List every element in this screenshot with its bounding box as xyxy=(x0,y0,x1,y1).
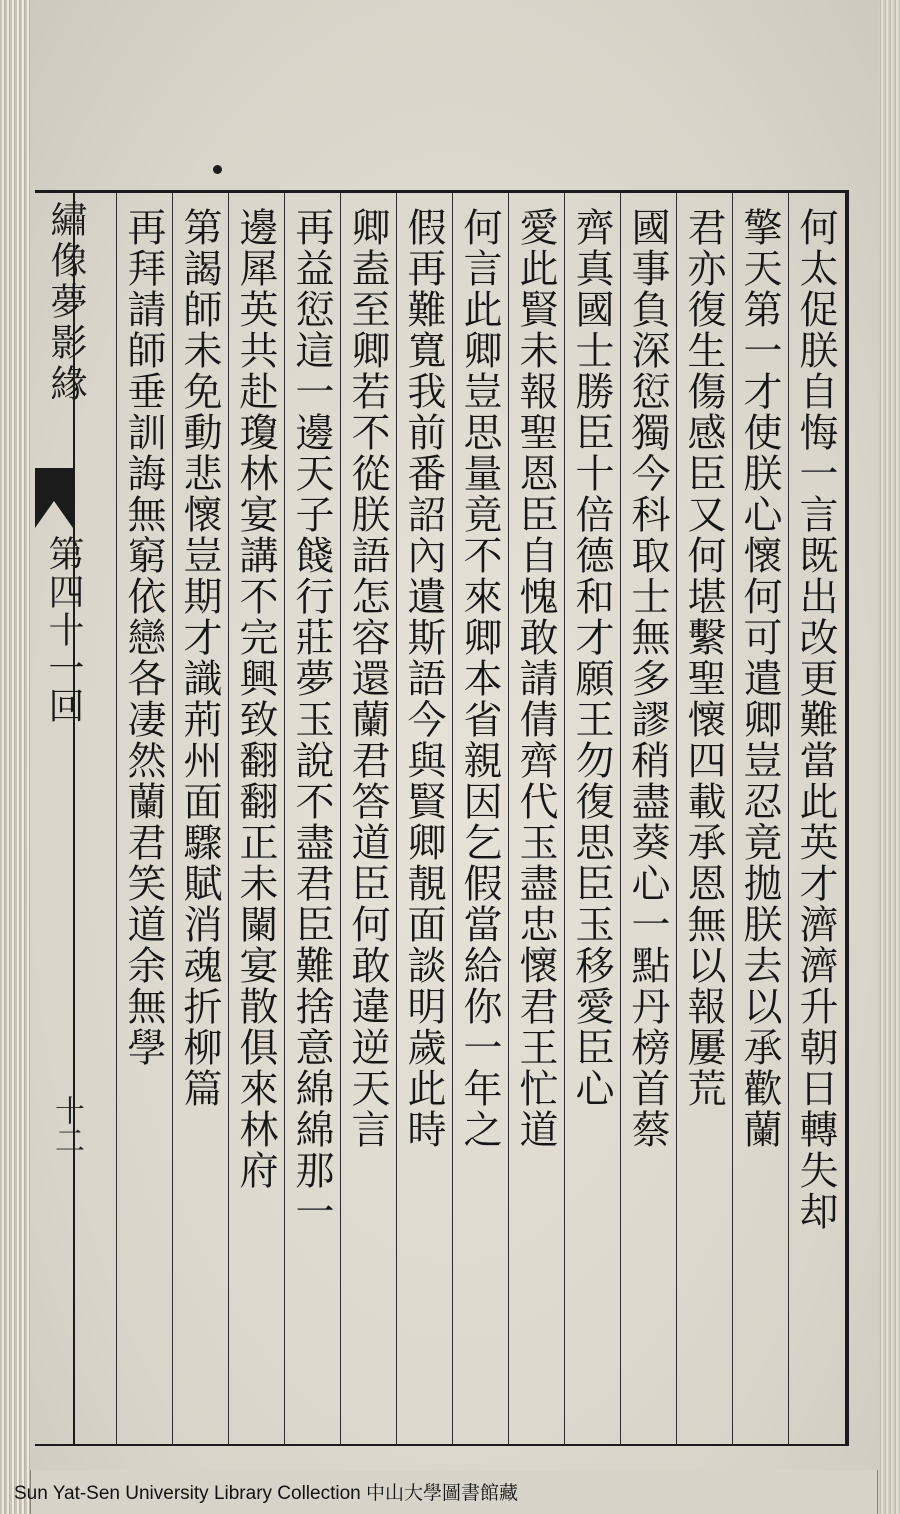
text-column-9: 卿盍至卿若不從朕語怎容還蘭君答道臣何敢違逆天言 xyxy=(340,193,396,1445)
banxin-title: 繡像夢影緣 xyxy=(44,200,87,405)
text-column-3: 君亦復生傷感臣又何堪繫聖懷四載承恩無以報屢荒 xyxy=(676,193,732,1445)
text-column-11: 邊犀英共赴瓊林宴講不完興致翻翻正未闌宴散俱來林府 xyxy=(228,193,284,1445)
text-column-13: 再拜請師垂訓誨無窮依戀各凄然蘭君笑道余無學 xyxy=(116,193,172,1445)
text-column-1: 何太促朕自悔一言既出改更難當此英才濟濟升朝日轉失却 xyxy=(788,193,844,1445)
text-column-4: 國事負深愆獨今科取士無多謬稍盡葵心一點丹榜首蔡 xyxy=(620,193,676,1445)
page-edge-stack-right xyxy=(877,0,900,1514)
page-edge-stack-left xyxy=(0,0,31,1514)
binding-hole-top xyxy=(213,165,222,174)
text-column-6: 愛此賢未報聖恩臣自愧敢請倩齊代玉盡忠懷君王忙道 xyxy=(508,193,564,1445)
text-column-8: 假再難寬我前番詔內遺斯語今與賢卿靚面談明歲此時 xyxy=(396,193,452,1445)
banxin-page-number: 十二 xyxy=(49,1095,84,1155)
text-column-5: 齊真國士勝臣十倍德和才願王勿復思臣玉移愛臣心 xyxy=(564,193,620,1445)
text-column-7: 何言此卿豈思量竟不來卿本省親因乞假當給你一年之 xyxy=(452,193,508,1445)
text-column-2: 擎天第一才使朕心懷何可遣卿豈忍竟拋朕去以承歡蘭 xyxy=(732,193,788,1445)
banxin-chapter: 第四十一回 xyxy=(43,535,84,725)
library-credit: Sun Yat-Sen University Library Collection 中山大學圖書館藏 xyxy=(14,1483,519,1504)
text-column-12: 第謁師未免動悲懷豈期才識荊州面驟賦消魂折柳篇 xyxy=(172,193,228,1445)
text-column-10: 再益愆這一邊天子餞行莊夢玉說不盡君臣難捨意綿綿那一 xyxy=(284,193,340,1445)
